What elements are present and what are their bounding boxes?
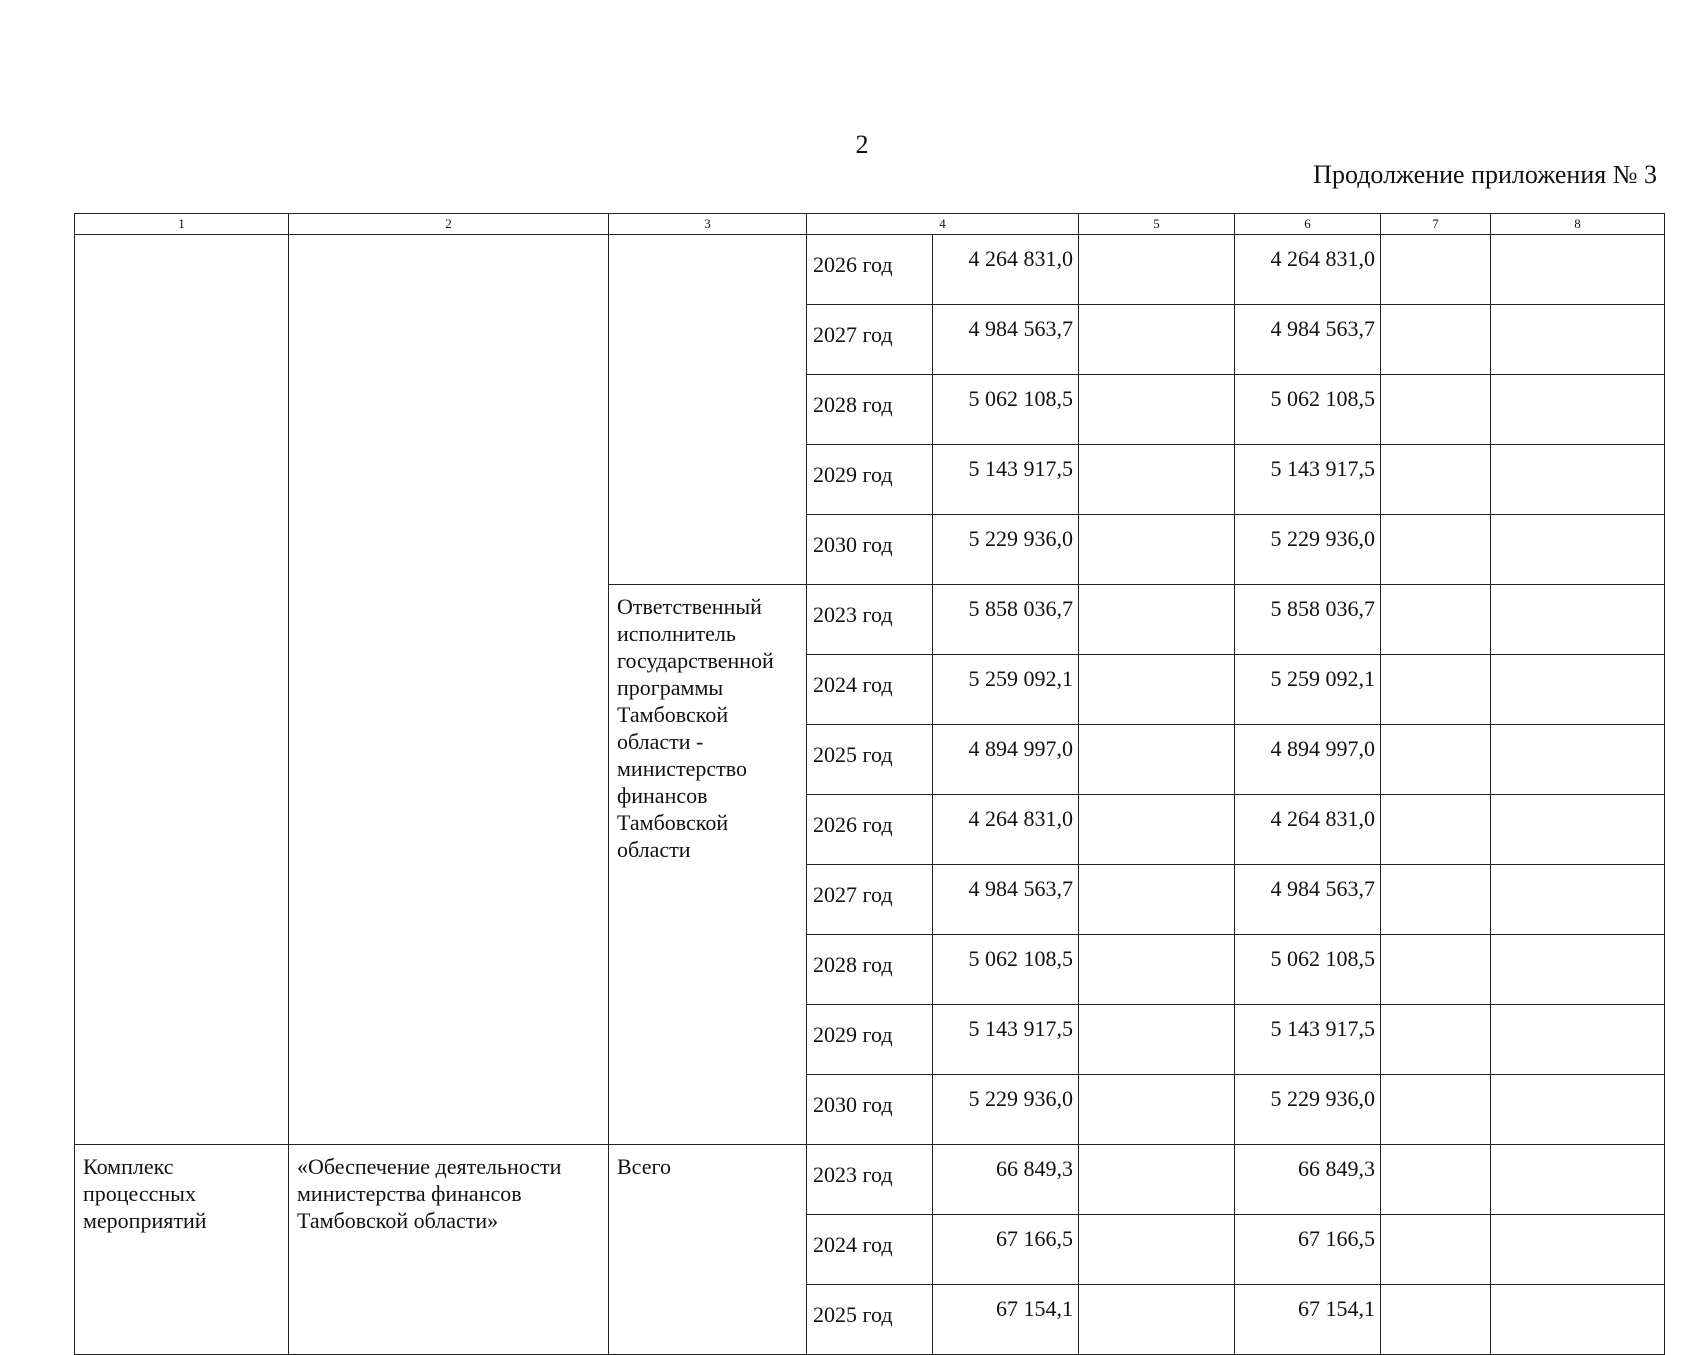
page-number: 2 [855,130,869,159]
col8-cell [1491,725,1665,795]
year-cell: 2026 год [807,235,933,305]
col5-cell [1079,865,1235,935]
col7-cell [1381,445,1491,515]
header-cell: 4 [807,214,1079,235]
table-row [75,1145,1665,1215]
total-cell: 4 984 563,7 [933,865,1079,935]
col6-cell: 5 143 917,5 [1235,1005,1381,1075]
col5-cell [1079,235,1235,305]
year-cell: 2029 год [807,445,933,515]
col6-cell: 5 229 936,0 [1235,515,1381,585]
executor-cell: Ответственный исполнитель государственной программы Тамбовской области - министерство финансов Тамбовской области [609,585,807,1145]
col7-cell [1381,1005,1491,1075]
col7-cell [1381,235,1491,305]
col7-cell [1381,725,1491,795]
col8-cell [1491,1285,1665,1355]
year-cell: 2024 год [807,1215,933,1285]
col7-cell [1381,1285,1491,1355]
total-cell: 4 264 831,0 [933,235,1079,305]
col7-cell [1381,515,1491,585]
header-cell: 1 [75,214,289,235]
total-cell: 5 229 936,0 [933,515,1079,585]
col6-cell: 5 259 092,1 [1235,655,1381,725]
col8-cell [1491,375,1665,445]
year-cell: 2027 год [807,305,933,375]
col8-cell [1491,515,1665,585]
header-cell: 6 [1235,214,1381,235]
year-cell: 2026 год [807,795,933,865]
col5-cell [1079,305,1235,375]
header-cell: 8 [1491,214,1665,235]
col8-cell [1491,655,1665,725]
col6-cell: 67 154,1 [1235,1285,1381,1355]
year-cell: 2028 год [807,935,933,1005]
table-row [75,235,1665,305]
col5-cell [1079,445,1235,515]
col7-cell [1381,305,1491,375]
program-name-cell [289,235,609,1145]
col8-cell [1491,305,1665,375]
col8-cell [1491,1075,1665,1145]
col6-cell: 5 143 917,5 [1235,445,1381,515]
col7-cell [1381,1145,1491,1215]
col6-cell: 5 858 036,7 [1235,585,1381,655]
col6-cell: 4 264 831,0 [1235,235,1381,305]
col5-cell [1079,1075,1235,1145]
col7-cell [1381,375,1491,445]
year-cell: 2028 год [807,375,933,445]
col7-cell [1381,1075,1491,1145]
col5-cell [1079,515,1235,585]
total-cell: 4 264 831,0 [933,795,1079,865]
col8-cell [1491,795,1665,865]
program-type-cell [75,235,289,1145]
col6-cell: 5 062 108,5 [1235,935,1381,1005]
col7-cell [1381,795,1491,865]
total-cell: 4 984 563,7 [933,305,1079,375]
col5-cell [1079,1005,1235,1075]
total-cell: 5 143 917,5 [933,445,1079,515]
col7-cell [1381,1215,1491,1285]
col6-cell: 4 984 563,7 [1235,865,1381,935]
total-cell: 5 143 917,5 [933,1005,1079,1075]
year-cell: 2030 год [807,1075,933,1145]
year-cell: 2029 год [807,1005,933,1075]
year-cell: 2024 год [807,655,933,725]
col5-cell [1079,795,1235,865]
col8-cell [1491,1215,1665,1285]
budget-table [74,213,1665,1355]
year-cell: 2025 год [807,1285,933,1355]
col6-cell: 4 894 997,0 [1235,725,1381,795]
col5-cell [1079,375,1235,445]
col5-cell [1079,1145,1235,1215]
col8-cell [1491,445,1665,515]
year-cell: 2023 год [807,1145,933,1215]
executor-cell [609,235,807,585]
col7-cell [1381,655,1491,725]
total-cell: 67 154,1 [933,1285,1079,1355]
col8-cell [1491,935,1665,1005]
col8-cell [1491,585,1665,655]
col6-cell: 4 984 563,7 [1235,305,1381,375]
year-cell: 2030 год [807,515,933,585]
col8-cell [1491,1145,1665,1215]
total-cell: 5 259 092,1 [933,655,1079,725]
header-cell: 3 [609,214,807,235]
program-name-cell: «Обеспечение деятельности министерства финансов Тамбовской области» [289,1145,609,1355]
col6-cell: 5 229 936,0 [1235,1075,1381,1145]
col5-cell [1079,655,1235,725]
total-cell: 5 858 036,7 [933,585,1079,655]
col7-cell [1381,865,1491,935]
col6-cell: 66 849,3 [1235,1145,1381,1215]
col8-cell [1491,1005,1665,1075]
program-type-cell: Комплекс процессных мероприятий [75,1145,289,1355]
col8-cell [1491,865,1665,935]
col5-cell [1079,1285,1235,1355]
year-cell: 2027 год [807,865,933,935]
total-cell: 5 062 108,5 [933,375,1079,445]
col5-cell [1079,585,1235,655]
header-cell: 7 [1381,214,1491,235]
year-cell: 2025 год [807,725,933,795]
col5-cell [1079,1215,1235,1285]
col6-cell: 4 264 831,0 [1235,795,1381,865]
executor-cell: Всего [609,1145,807,1355]
total-cell: 66 849,3 [933,1145,1079,1215]
col7-cell [1381,585,1491,655]
col5-cell [1079,935,1235,1005]
col8-cell [1491,235,1665,305]
header-cell: 2 [289,214,609,235]
header-row [75,214,1665,235]
total-cell: 67 166,5 [933,1215,1079,1285]
total-cell: 5 062 108,5 [933,935,1079,1005]
col5-cell [1079,725,1235,795]
header-cell: 5 [1079,214,1235,235]
col6-cell: 5 062 108,5 [1235,375,1381,445]
total-cell: 5 229 936,0 [933,1075,1079,1145]
year-cell: 2023 год [807,585,933,655]
col6-cell: 67 166,5 [1235,1215,1381,1285]
total-cell: 4 894 997,0 [933,725,1079,795]
col7-cell [1381,935,1491,1005]
continuation-title: Продолжение приложения № 3 [1313,160,1657,189]
